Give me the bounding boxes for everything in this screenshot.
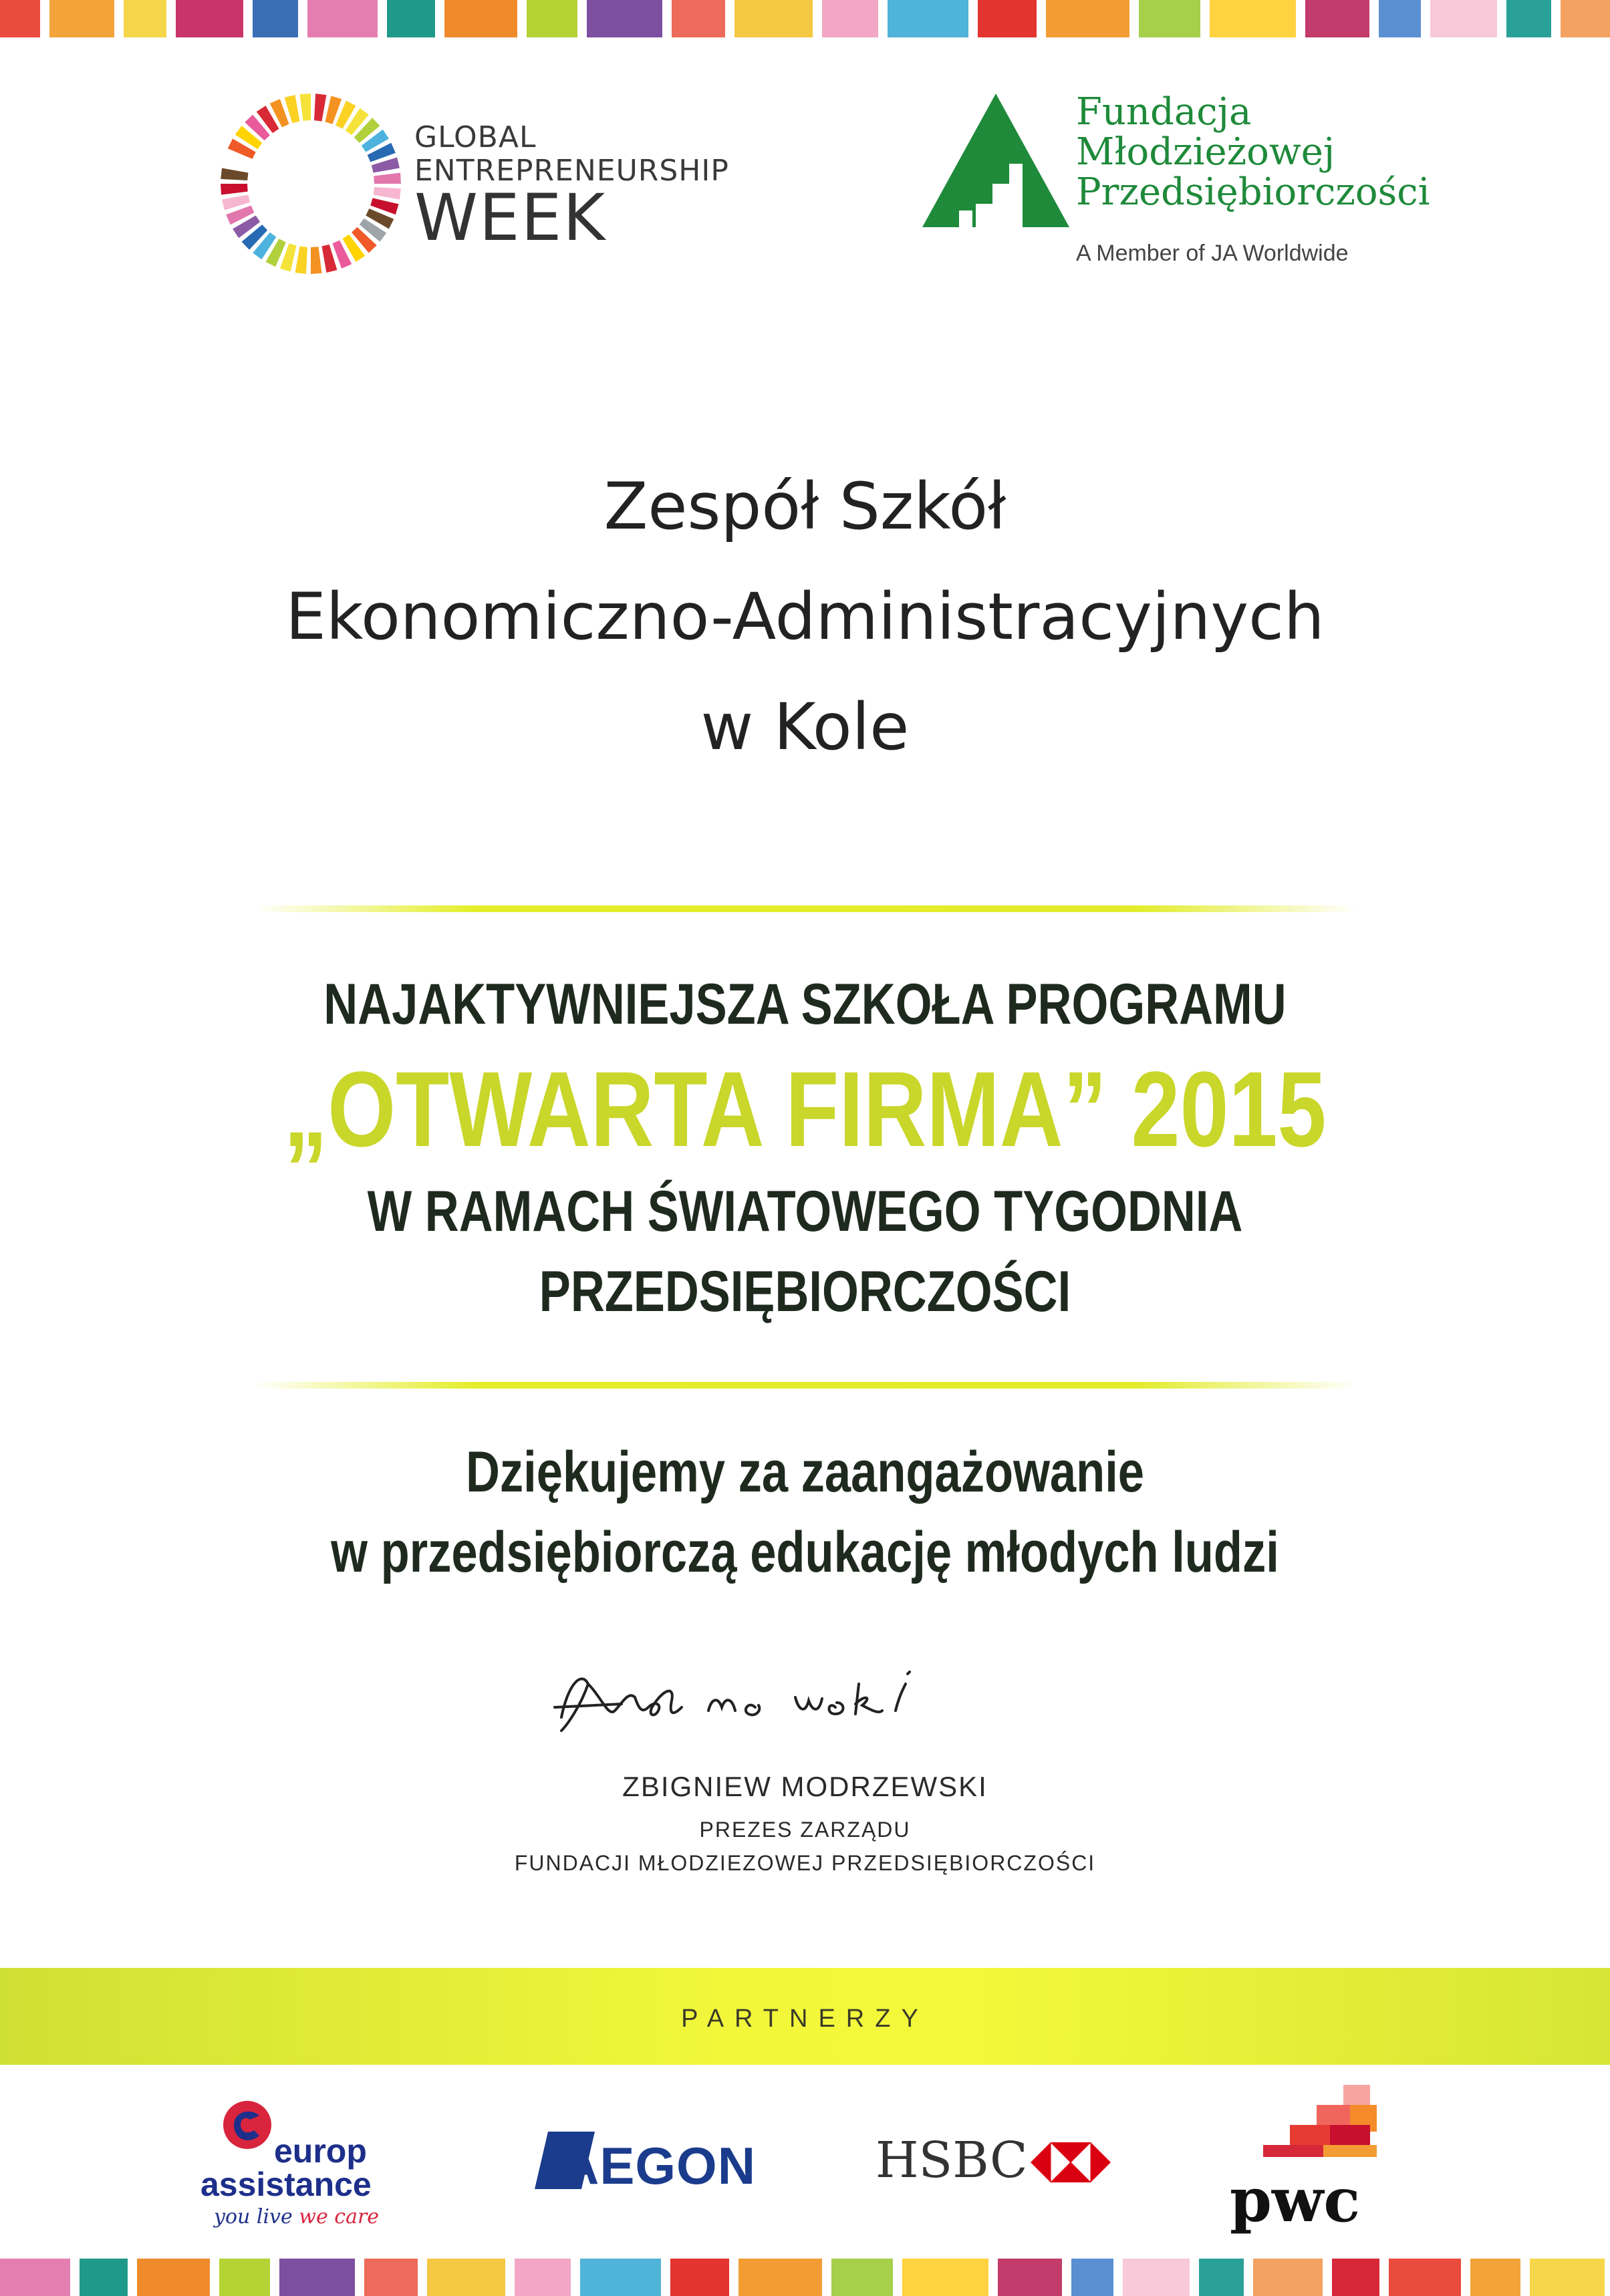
stripe-gap [1244, 2259, 1253, 2296]
fundacja-name-line1: Fundacja [1076, 90, 1252, 134]
stripe-gap [662, 0, 672, 37]
gew-text-line1: GLOBAL [414, 120, 537, 154]
stripe-segment [1530, 2259, 1605, 2296]
pwc-logo [1216, 2085, 1417, 2239]
stripe-gap [378, 0, 387, 37]
stripe-segment [998, 2259, 1062, 2296]
pwc-word: pwc [1230, 2165, 1361, 2236]
stripe-segment [49, 0, 114, 37]
signer-role-line1: PREZES ZARZĄDU [699, 1818, 911, 1842]
gew-ring-segment [300, 94, 311, 121]
award-program-title: „OTWARTA FIRMA” 2015 [283, 1049, 1327, 1169]
award-line1: NAJAKTYWNIEJSZA SZKOŁA PROGRAMU [323, 972, 1287, 1036]
stripe-gap [1113, 2259, 1123, 2296]
stripe-gap [988, 2259, 998, 2296]
stripe-gap [571, 2259, 580, 2296]
green-triangle-icon [922, 94, 1069, 227]
stripe-segment [279, 2259, 355, 2296]
stripe-gap [270, 2259, 279, 2296]
stripe-segment [1139, 0, 1200, 37]
gew-ring-segment [221, 168, 248, 180]
thanks-line2: w przedsiębiorczą edukację młodych ludzi [331, 1520, 1279, 1584]
stripe-gap [114, 0, 124, 37]
stripe-gap [893, 2259, 902, 2296]
stripe-segment [253, 0, 298, 37]
assistance-word: assistance [200, 2166, 372, 2203]
gew-text-line3: WEEK [414, 180, 607, 255]
stripe-segment [515, 2259, 571, 2296]
stripe-gap [1461, 2259, 1470, 2296]
stripe-gap [1296, 0, 1305, 37]
stripe-gap [70, 2259, 80, 2296]
stripe-gap [517, 0, 527, 37]
signer-name: ZBIGNIEW MODRZEWSKI [622, 1771, 988, 1802]
aegon-word: AEGON [561, 2136, 757, 2195]
stripe-segment [1379, 0, 1421, 37]
school-name-line1: Zespół Szkół [603, 469, 1007, 544]
hsbc-logo [876, 2125, 1116, 2198]
stripe-gap [1520, 2259, 1530, 2296]
fundacja-member-text: A Member of JA Worldwide [1076, 241, 1349, 266]
stripe-gap [1062, 2259, 1071, 2296]
stripe-gap [210, 2259, 219, 2296]
stripe-gap [1551, 0, 1561, 37]
partners-title: PARTNERZY [681, 2005, 929, 2033]
europ-slogan-part1: you live [214, 2205, 299, 2229]
stripe-gap [1369, 0, 1379, 37]
stripe-segment [1253, 2259, 1323, 2296]
hsbc-hexagon-icon [1031, 2142, 1111, 2182]
stripe-gap [435, 0, 444, 37]
stripe-gap [243, 0, 253, 37]
stripe-segment [1389, 2259, 1461, 2296]
stripe-segment [580, 2259, 661, 2296]
stripe-gap [1605, 2259, 1610, 2296]
stripe-segment [0, 0, 40, 37]
award-line4: PRZEDSIĘBIORCZOŚCI [539, 1260, 1071, 1324]
hsbc-word: HSBC [876, 2132, 1028, 2189]
stripe-gap [1129, 0, 1139, 37]
stripe-gap [298, 0, 307, 37]
stripe-segment [427, 2259, 505, 2296]
stripe-gap [661, 2259, 670, 2296]
aegon-logo [535, 2125, 757, 2198]
stripe-gap [418, 2259, 427, 2296]
stripe-segment [219, 2259, 270, 2296]
stripe-segment [137, 2259, 210, 2296]
stripe-segment [672, 0, 725, 37]
stripe-segment [1561, 0, 1610, 37]
stripe-segment [1071, 2259, 1113, 2296]
stripe-gap [355, 2259, 364, 2296]
fundacja-name-line2: Młodzieżowej [1076, 130, 1335, 174]
top-color-stripe [0, 0, 1610, 37]
gew-ring-segment [221, 184, 248, 194]
gew-ring-icon [221, 87, 401, 281]
stripe-gap [968, 0, 978, 37]
stripe-segment [0, 2259, 70, 2296]
stripe-segment [1046, 0, 1129, 37]
stripe-segment [587, 0, 662, 37]
stripe-gap [40, 0, 49, 37]
stripe-gap [128, 2259, 137, 2296]
stripe-gap [1421, 0, 1430, 37]
thanks-line1: Dziękujemy za zaangażowanie [465, 1440, 1145, 1504]
stripe-segment [888, 0, 968, 37]
stripe-segment [1210, 0, 1296, 37]
stripe-gap [1190, 2259, 1199, 2296]
school-name-line2: Ekonomiczno-Administracyjnych [285, 579, 1325, 654]
stripe-gap [822, 2259, 831, 2296]
stripe-segment [739, 2259, 822, 2296]
stripe-segment [1430, 0, 1497, 37]
divider-bottom [254, 1382, 1357, 1389]
stripe-gap [166, 0, 176, 37]
stripe-gap [1323, 2259, 1332, 2296]
handwritten-signature [541, 1644, 1049, 1751]
gew-ring-segment [295, 247, 307, 274]
fundacja-logo [922, 87, 1430, 287]
europ-word: europ [274, 2132, 367, 2170]
europ-assistance-icon [221, 2098, 274, 2152]
global-entrepreneurship-week-logo [221, 87, 742, 287]
europ-assistance-logo [200, 2098, 401, 2239]
stripe-segment [822, 0, 878, 37]
stripe-segment [734, 0, 813, 37]
bottom-color-stripe [0, 2259, 1610, 2296]
gew-ring-segment [314, 94, 326, 121]
stripe-segment [670, 2259, 729, 2296]
stripe-segment [80, 2259, 128, 2296]
gew-ring-segment [374, 173, 401, 184]
stripe-gap [1379, 2259, 1389, 2296]
stripe-segment [1123, 2259, 1190, 2296]
stripe-segment [902, 2259, 988, 2296]
stripe-gap [729, 2259, 739, 2296]
stripe-gap [725, 0, 734, 37]
stripe-segment [364, 2259, 418, 2296]
stripe-segment [978, 0, 1037, 37]
stripe-gap [1200, 0, 1210, 37]
divider-top [254, 905, 1357, 912]
europ-slogan [214, 2205, 379, 2229]
stripe-segment [124, 0, 166, 37]
stripe-segment [527, 0, 577, 37]
school-name-line3: w Kole [700, 690, 910, 764]
award-line3: W RAMACH ŚWIATOWEGO TYGODNIA [367, 1179, 1243, 1244]
gew-ring-segment [374, 187, 401, 199]
stripe-gap [505, 2259, 515, 2296]
pwc-blocks-icon [1263, 2085, 1397, 2165]
stripe-segment [1332, 2259, 1379, 2296]
signer-role-line2: FUNDACJI MŁODZIEZOWEJ PRZEDSIĘBIORCZOŚCI [514, 1851, 1096, 1875]
stripe-segment [1470, 2259, 1520, 2296]
stripe-segment [1199, 2259, 1244, 2296]
fundacja-name-line3: Przedsiębiorczości [1076, 170, 1430, 214]
stripe-segment [1506, 0, 1551, 37]
gew-text-line2: ENTREPRENEURSHIP [414, 154, 729, 188]
gew-ring-segment [311, 247, 321, 274]
stripe-segment [1305, 0, 1369, 37]
europ-slogan-part2: we care [299, 2205, 380, 2229]
stripe-gap [1037, 0, 1046, 37]
stripe-gap [878, 0, 888, 37]
stripe-segment [831, 2259, 893, 2296]
stripe-gap [813, 0, 822, 37]
stripe-segment [307, 0, 378, 37]
stripe-segment [176, 0, 243, 37]
stripe-segment [387, 0, 435, 37]
stripe-gap [1497, 0, 1506, 37]
stripe-gap [577, 0, 587, 37]
stripe-segment [444, 0, 517, 37]
